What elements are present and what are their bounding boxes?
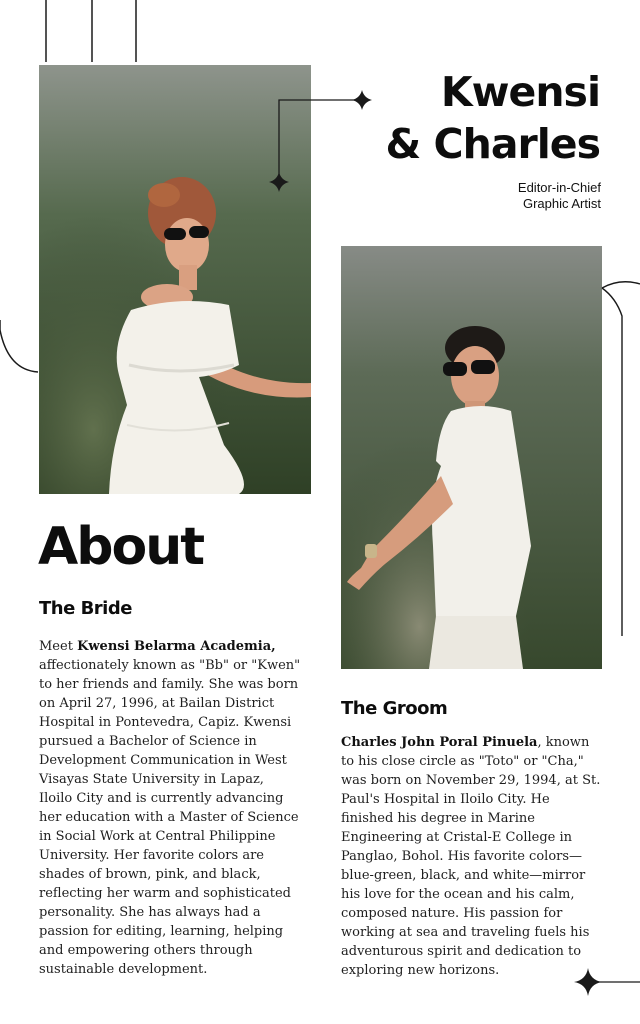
role-editor: Editor-in-Chief [517,180,601,195]
groom-photo [341,246,602,669]
page-title [386,66,600,170]
title-line-2: & Charles [385,120,600,168]
groom-bio [341,733,603,980]
roles [518,180,601,212]
star-ornament-bracket [262,86,378,196]
about-heading: About [38,517,204,577]
star-ornament-bottom [574,964,640,1000]
bride-bio-text: affectionately known as "Bb" or "Kwen" to her friends and family. She was born on April 27, 1996, at Bailan District Hospital in Pontevedra, Capiz. Kwensi pursued a Bachelor of Science in Development Communication in West Visayas State University in Lapaz, Iloilo City and is currently advancing her education with a Master of Science in Social Work at Central Philippine University. Her favorite colors are shades of brown, pink, and black, reflecting her warm and sophisticated personality. She has always had a passion for editing, learning, helping and empowering others through sustainable development. [39,658,301,977]
bride-bio-intro: Meet [39,639,78,654]
decorative-arch-right [600,270,640,650]
bride-heading: The Bride [39,598,132,619]
groom-heading: The Groom [341,698,448,719]
groom-bio-text: , known to his close circle as "Toto" or "Cha," was born on November 29, 1994, at St. Paul's Hospital in Iloilo City. He finished his degree in Marine Engineering at Cristal-E College in Panglao, Bohol. His favorite colors—blue-green, black, and white—mirror his love for the ocean and his calm, composed nature. His passion for working at sea and traveling fuels his adventurous spirit and dedication to exploring new horizons. [341,735,601,978]
title-line-1: Kwensi [440,68,600,116]
groom-name: Charles John Poral Pinuela [341,735,538,750]
bride-name: Kwensi Belarma Academia, [77,639,276,654]
role-artist: Graphic Artist [522,196,601,211]
bride-bio [39,637,301,979]
